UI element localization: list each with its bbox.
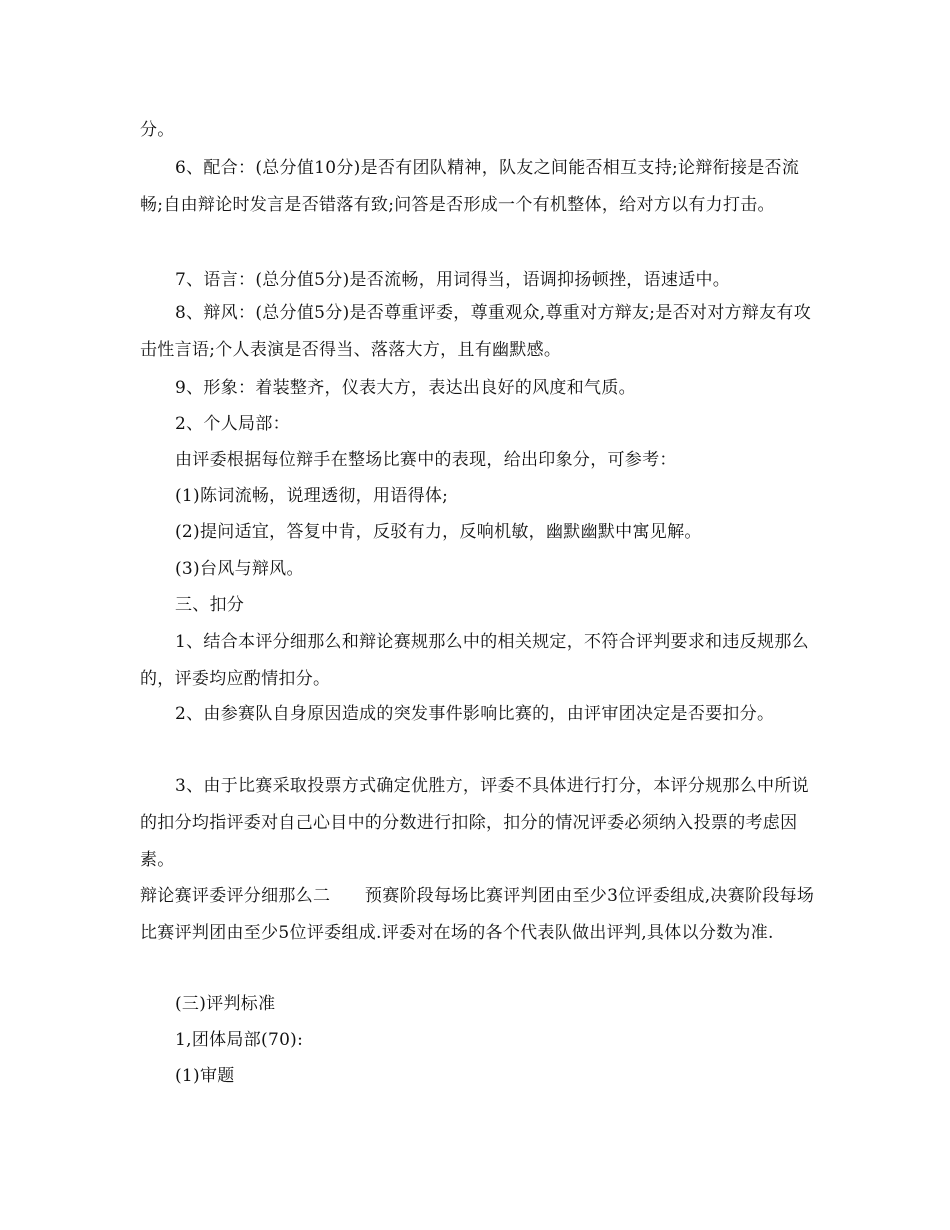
- paragraph-deduction-heading: 三、扣分: [175, 595, 245, 615]
- paragraph-language: 7、语言：(总分值5分)是否流畅，用词得当，语调抑扬顿挫，语速适中。: [175, 270, 731, 290]
- paragraph-individual-intro: 由评委根据每位辩手在整场比赛中的表现，给出印象分，可参考：: [175, 450, 677, 470]
- paragraph-individual-heading: 2、个人局部：: [175, 414, 290, 434]
- paragraph-topic-review: (1)审题: [175, 1066, 235, 1086]
- paragraph-criteria-heading: (三)评判标准: [175, 994, 276, 1014]
- paragraph-criterion-2: (2)提问适宜，答复中肯，反驳有力，反响机敏，幽默幽默中寓见解。: [175, 522, 702, 542]
- paragraph-score-tail: 分。: [140, 120, 175, 140]
- paragraph-team-section: 1,团体局部(70):: [175, 1030, 304, 1050]
- paragraph-image: 9、形象：着装整齐，仪表大方，表达出良好的风度和气质。: [175, 378, 636, 398]
- paragraph-criterion-1: (1)陈词流畅，说理透彻，用语得体;: [175, 486, 449, 506]
- paragraph-deduction-2: 2、由参赛队自身原因造成的突发事件影响比赛的，由评审团决定是否要扣分。: [175, 704, 775, 724]
- paragraph-deduction-3: 3、由于比赛采取投票方式确定优胜方，评委不具体进行打分，本评分规那么中所说的扣分均指评委对自己心目中的分数进行扣除，扣分的情况评委必须纳入投票的考虑因素。: [140, 776, 809, 870]
- paragraph-debate-style: 8、辩风：(总分值5分)是否尊重评委，尊重观众,尊重对方辩友;是否对对方辩友有攻击性言语;个人表演是否得当、落落大方，且有幽默感。: [140, 303, 812, 360]
- paragraph-cooperation: 6、配合：(总分值10分)是否有团队精神，队友之间能否相互支持;论辩衔接是否流畅;自由辩论时发言是否错落有致;问答是否形成一个有机整体，给对方以有力打击。: [140, 158, 800, 215]
- paragraph-deduction-1: 1、结合本评分细那么和辩论赛规那么中的相关规定，不符合评判要求和违反规那么的，评委均应酌情扣分。: [140, 632, 809, 689]
- paragraph-criterion-3: (3)台风与辩风。: [175, 559, 304, 579]
- paragraph-section-two: 辩论赛评委评分细那么二 预赛阶段每场比赛评判团由至少3位评委组成,决赛阶段每场比赛评判团由至少5位评委组成.评委对在场的各个代表队做出评判,具体以分数为准.: [140, 886, 815, 943]
